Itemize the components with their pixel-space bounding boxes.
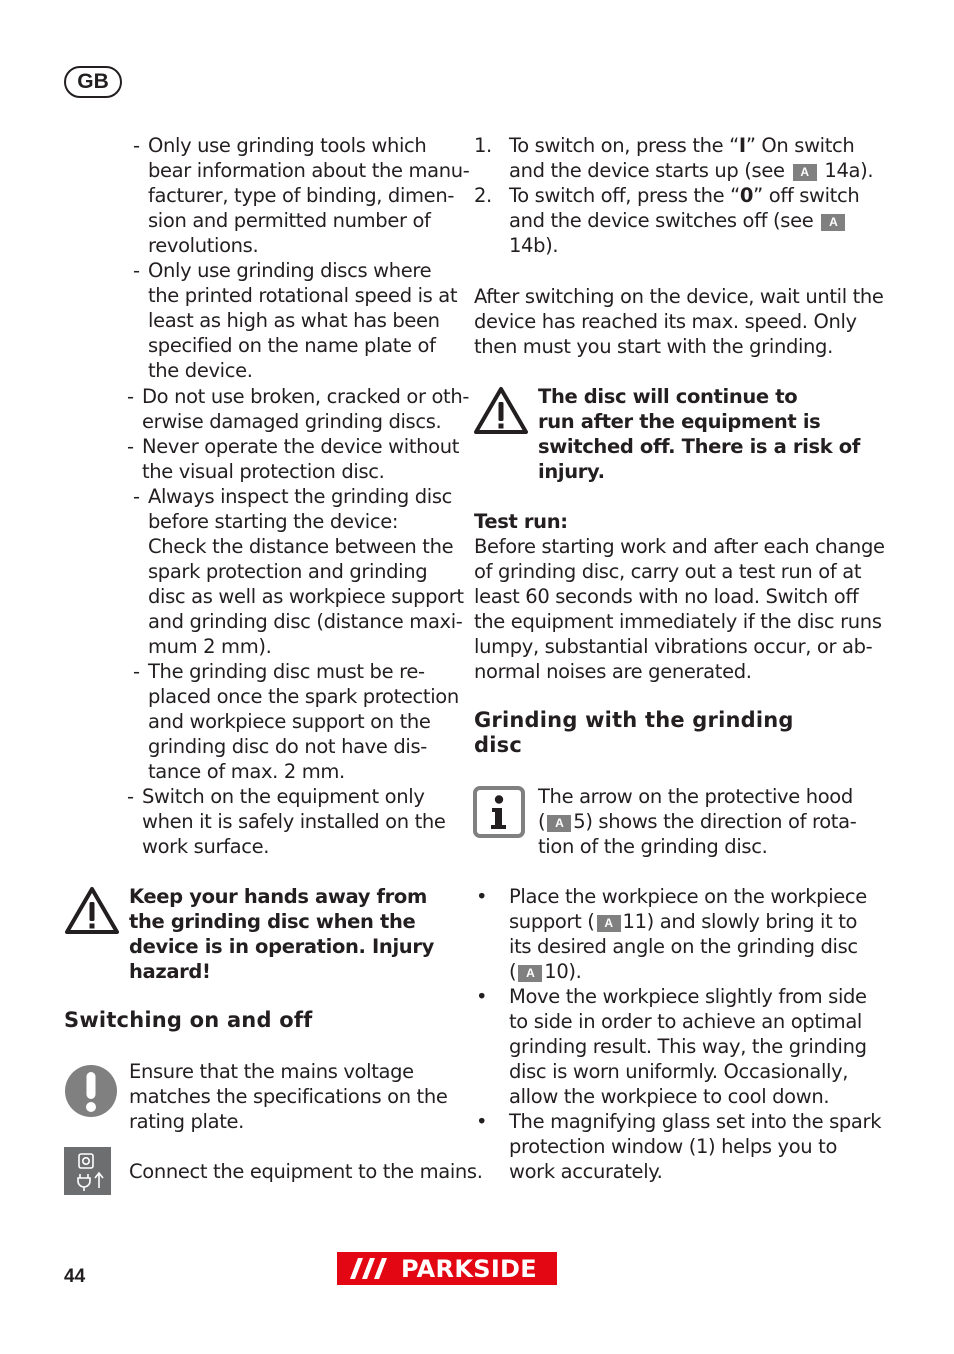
test-run-line: lumpy, substantial vibrations occur, or ab-	[474, 635, 873, 658]
bullet-line: The magnifying glass set into the spark	[509, 1110, 882, 1133]
warning-hands-line: hazard!	[129, 960, 211, 983]
warning-triangle-icon	[64, 886, 120, 936]
list-item-line: grinding disc do not have dis-	[148, 735, 427, 758]
list-item	[142, 384, 469, 434]
warning-hands-line: the grinding disc when the	[129, 910, 416, 933]
warning-disc-line: switched off. There is a risk of	[538, 435, 860, 458]
mains-voltage-line: matches the specifications on the	[129, 1085, 448, 1108]
list-item-line: erwise damaged grinding discs.	[142, 410, 442, 433]
figure-ref-badge: A	[518, 965, 542, 982]
list-item	[142, 784, 446, 859]
bullet-line: its desired angle on the grinding disc	[509, 935, 858, 958]
bullet-line: Move the workpiece slightly from side	[509, 985, 867, 1008]
list-dash: -	[127, 785, 134, 808]
off-key: 0	[739, 184, 754, 207]
step-1-text-d: 14a).	[824, 159, 874, 182]
bullet-line: 11) and slowly bring it to	[622, 910, 858, 933]
brand-name: PARKSIDE	[401, 1255, 537, 1283]
list-dash: -	[133, 485, 140, 508]
after-switching-line: After switching on the device, wait until the	[474, 285, 884, 308]
step-1-text: To switch on, press the “	[509, 134, 739, 157]
list-item	[148, 659, 459, 784]
step-2-text-b: ” off switch	[753, 184, 860, 207]
page-number: 44	[64, 1266, 86, 1287]
list-item-line: when it is safely installed on the	[142, 810, 446, 833]
bullet-line: protection window (1) helps you to	[509, 1135, 838, 1158]
step-1-number: 1.	[474, 134, 492, 157]
warning-disc-line: The disc will continue to	[538, 385, 798, 408]
mains-plug-icon	[64, 1147, 111, 1195]
bullet-line: support (	[509, 910, 595, 933]
bullet-line: Place the workpiece on the workpiece	[509, 885, 867, 908]
figure-ref-badge: A	[821, 214, 845, 231]
test-run-text	[474, 534, 885, 684]
list-item-line: Always inspect the grinding disc	[148, 485, 453, 508]
on-key: I	[738, 134, 746, 157]
warning-disc-line: injury.	[538, 460, 605, 483]
logo-stripes-icon	[337, 1252, 401, 1285]
list-dash: -	[127, 435, 134, 458]
list-item-line: sion and permitted number of	[148, 209, 431, 232]
figure-ref-badge: A	[597, 915, 621, 932]
step-2-text-d: 14b).	[509, 234, 559, 257]
list-item-line: the visual protection disc.	[142, 460, 385, 483]
bullet-line: allow the workpiece to cool down.	[509, 1085, 830, 1108]
switching-heading: Switching on and off	[64, 1008, 313, 1032]
mains-voltage-text	[129, 1059, 448, 1134]
list-item	[148, 258, 457, 383]
list-item-line: and grinding disc (distance maxi-	[148, 610, 463, 633]
list-dash: -	[133, 660, 140, 683]
warning-disc-line: run after the equipment is	[538, 410, 821, 433]
mains-voltage-line: Ensure that the mains voltage	[129, 1060, 414, 1083]
list-item-line: Do not use broken, cracked or oth-	[142, 385, 470, 408]
info-arrow-line: 5) shows the direction of rota-	[573, 810, 857, 833]
figure-ref-badge: A	[793, 164, 817, 181]
step-1	[509, 133, 873, 183]
list-item-line: disc as well as workpiece support	[148, 585, 464, 608]
list-item-line: placed once the spark protection	[148, 685, 459, 708]
grinding-heading	[474, 708, 794, 758]
list-item-line: facturer, type of binding, dimen-	[148, 184, 455, 207]
warning-disc-text	[538, 384, 860, 484]
language-badge: GB	[64, 66, 122, 98]
list-item-line: the printed rotational speed is at	[148, 284, 458, 307]
bullet-char: •	[476, 885, 488, 908]
list-item	[142, 434, 459, 484]
warning-hands-line: device is in operation. Injury	[129, 935, 434, 958]
info-arrow-line: tion of the grinding disc.	[538, 835, 768, 858]
bullet-line: (	[509, 960, 517, 983]
list-item-line: The grinding disc must be re-	[148, 660, 425, 683]
list-item-line: bear information about the manu-	[148, 159, 470, 182]
figure-ref-badge: A	[547, 815, 571, 832]
test-run-heading: Test run:	[474, 510, 568, 533]
after-switching-line: then must you start with the grinding.	[474, 335, 833, 358]
bullet-item-move-workpiece	[509, 984, 867, 1109]
parkside-logo	[337, 1252, 557, 1285]
grinding-heading-line: disc	[474, 733, 522, 757]
info-arrow-text	[538, 784, 856, 859]
list-item-line: revolutions.	[148, 234, 259, 257]
step-1-text-c: and the device starts up (see	[509, 159, 785, 182]
bullet-char: •	[476, 1110, 488, 1133]
list-item	[148, 484, 464, 659]
bullet-char: •	[476, 985, 488, 1008]
list-item-line: before starting the device:	[148, 510, 399, 533]
step-2	[509, 183, 859, 258]
list-item-line: work surface.	[142, 835, 270, 858]
list-item-line: the device.	[148, 359, 253, 382]
step-2-text: To switch off, press the “	[509, 184, 740, 207]
test-run-line: least 60 seconds with no load. Switch off	[474, 585, 859, 608]
bullet-line: work accurately.	[509, 1160, 663, 1183]
warning-hands-text	[129, 884, 434, 984]
list-item-line: Never operate the device without	[142, 435, 460, 458]
bullet-line: 10).	[544, 960, 582, 983]
list-dash: -	[133, 134, 140, 157]
connect-mains-text: Connect the equipment to the mains.	[129, 1160, 483, 1183]
list-dash: -	[133, 259, 140, 282]
list-dash: -	[127, 385, 134, 408]
bullet-line: to side in order to achieve an optimal	[509, 1010, 862, 1033]
test-run-line: of grinding disc, carry out a test run of at	[474, 560, 862, 583]
list-item-line: Only use grinding discs where	[148, 259, 432, 282]
list-item-line: Switch on the equipment only	[142, 785, 425, 808]
test-run-line: the equipment immediately if the disc runs	[474, 610, 882, 633]
step-2-number: 2.	[474, 184, 492, 207]
bullet-line: grinding result. This way, the grinding	[509, 1035, 867, 1058]
info-icon	[473, 786, 525, 838]
step-1-text-b: ” On switch	[745, 134, 855, 157]
grinding-heading-line: Grinding with the grinding	[474, 708, 794, 732]
bullet-item-place-workpiece	[509, 884, 867, 984]
mains-voltage-line: rating plate.	[129, 1110, 245, 1133]
info-arrow-paren: (	[538, 810, 546, 833]
test-run-line: normal noises are generated.	[474, 660, 752, 683]
list-item	[148, 133, 469, 258]
list-item-line: spark protection and grinding	[148, 560, 428, 583]
list-item-line: Check the distance between the	[148, 535, 454, 558]
after-switching-text	[474, 284, 884, 359]
list-item-line: specified on the name plate of	[148, 334, 436, 357]
test-run-line: Before starting work and after each change	[474, 535, 885, 558]
exclamation-circle-icon	[64, 1064, 118, 1118]
warning-hands-line: Keep your hands away from	[129, 885, 427, 908]
list-item-line: and workpiece support on the	[148, 710, 431, 733]
list-item-line: least as high as what has been	[148, 309, 440, 332]
after-switching-line: device has reached its max. speed. Only	[474, 310, 857, 333]
step-2-text-c: and the device switches off (see	[509, 209, 814, 232]
bullet-line: disc is worn uniformly. Occasionally,	[509, 1060, 849, 1083]
list-item-line: Only use grinding tools which	[148, 134, 427, 157]
list-item-line: mum 2 mm).	[148, 635, 272, 658]
info-arrow-line: The arrow on the protective hood	[538, 785, 853, 808]
bullet-item-magnifying-glass	[509, 1109, 881, 1184]
warning-triangle-icon	[473, 386, 529, 436]
list-item-line: tance of max. 2 mm.	[148, 760, 345, 783]
